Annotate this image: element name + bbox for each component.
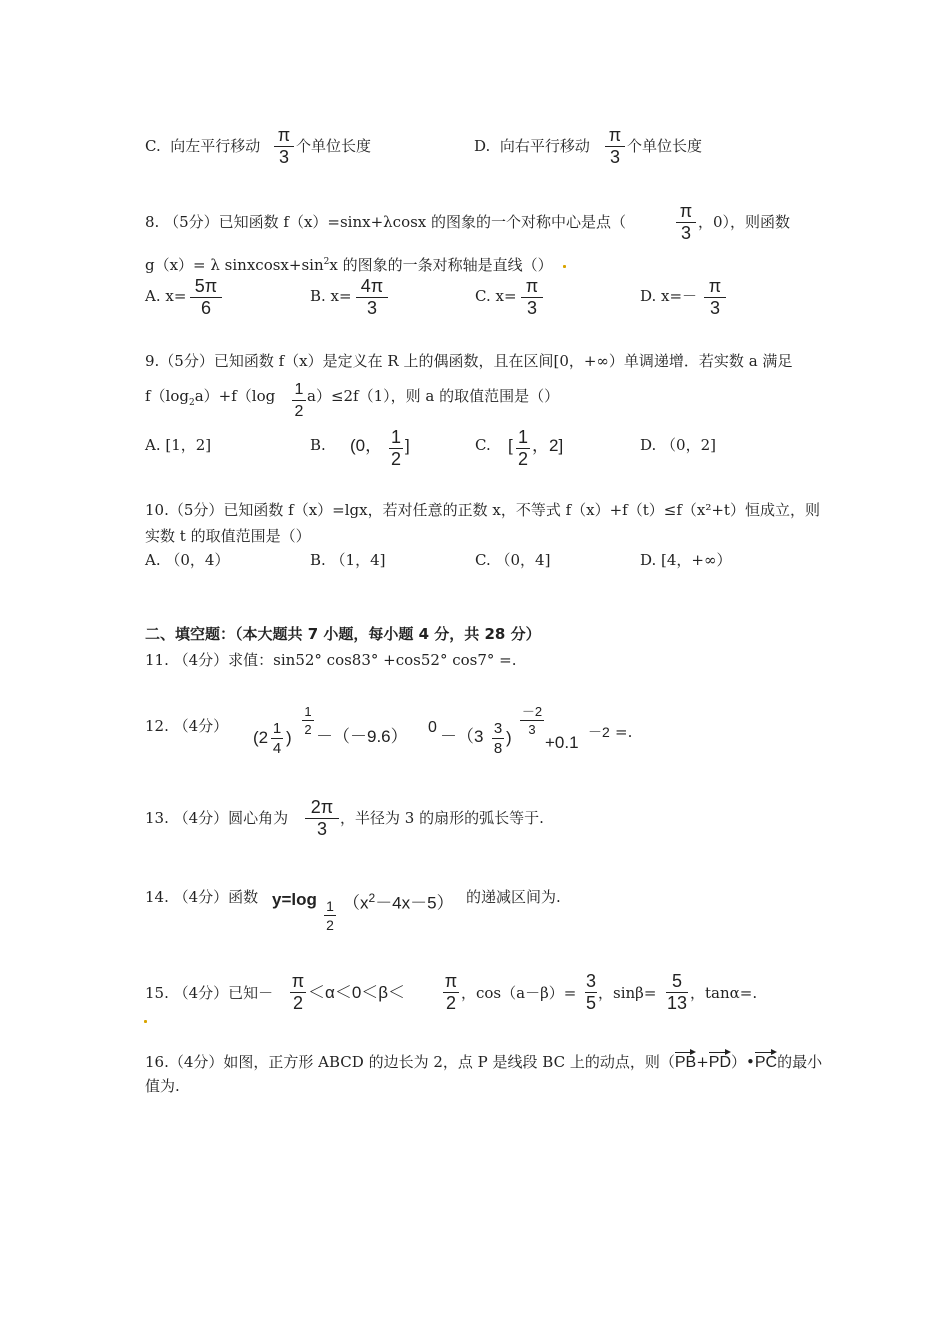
- vector-pd: PD: [709, 1049, 731, 1073]
- q8-line1: 8. （5分）已知函数 f（x）=sinx+λcosx 的图象的一个对称中心是点（: [145, 213, 627, 231]
- q8-line1-end: ，0），则函数: [698, 213, 791, 231]
- q9-line1: 9.（5分）已知函数 f（x）是定义在 R 上的偶函数，且在区间[0，+∞）单调递增．若实数 a 满足: [145, 352, 793, 370]
- q12-end: =.: [615, 723, 633, 741]
- q8-a-fraction: 5π 6: [190, 277, 222, 318]
- q14-arg: $(x^2-4x-5)$: [343, 891, 454, 913]
- q8-d-fraction: π 3: [704, 277, 726, 318]
- q10-option-d: D. [4，+∞）: [640, 551, 732, 569]
- q9-option-a: A. [1，2]: [145, 436, 212, 454]
- q15-tan: ，tanα=.: [690, 984, 758, 1002]
- q8-line2: g（x）= λ $sinxcosx+\sin^2x$ 的图象的一条对称轴是直线（）: [145, 256, 553, 274]
- q7-option-c-post: 个单位长度: [296, 137, 372, 155]
- q12-exp2: 0: [428, 719, 437, 736]
- q12-term1-close: ): [286, 728, 292, 747]
- q10-line2: 实数 t 的取值范围是（）: [145, 527, 311, 545]
- q9-line2-end: a）≤2f（1），则 a 的取值范围是（）: [307, 387, 560, 405]
- q12-term2: －（－9.6）: [316, 727, 408, 746]
- q8-option-b: B. x=: [310, 287, 352, 305]
- vector-pb: PB: [675, 1049, 696, 1073]
- q7-option-d-post: 个单位长度: [627, 137, 703, 155]
- q12-term1: (2: [253, 728, 269, 747]
- q12-term1-fraction: 1 4: [272, 720, 282, 757]
- q9-c-fraction: 1 2: [517, 427, 528, 469]
- q13-pre: 13. （4分）圆心角为: [145, 809, 289, 827]
- q7-option-c: C. 向左平行移动: [145, 137, 261, 155]
- q15-pre: 15. （4分）已知－: [145, 984, 274, 1002]
- q10-option-c: C. （0，4]: [475, 551, 551, 569]
- q7-d-fraction: π 3: [605, 126, 625, 167]
- q15-mark: [144, 1020, 147, 1023]
- q11: 11. （4分）求值：sin52° cos83° +cos52° cos7° =.: [145, 651, 517, 669]
- q9-b-open: (0，: [350, 436, 383, 455]
- q12-term3-close: ): [506, 728, 512, 747]
- q9-b-fraction: 1 2: [390, 427, 401, 469]
- q14-post: 的递减区间为.: [466, 888, 561, 906]
- q8-option-a: A. x=: [145, 287, 187, 305]
- q13-post: ，半径为 3 的扇形的弧长等于.: [340, 809, 544, 827]
- q12-exp4: －2: [588, 724, 610, 740]
- q15-f2: π 2: [444, 971, 458, 1013]
- q14-pre: 14. （4分）函数: [145, 888, 259, 906]
- q7-option-d: D. 向右平行移动: [474, 137, 590, 155]
- q7-c-fraction: π 3: [274, 126, 294, 167]
- q9-b-close: ]: [405, 436, 410, 455]
- q15-mid: ＜α＜0＜β＜: [308, 983, 406, 1002]
- q8-center-fraction: π 3: [676, 202, 696, 243]
- q15-f4: 5 13: [666, 971, 688, 1013]
- q13-fraction: 2π 3: [305, 798, 339, 839]
- section-title-fill-in: 二、填空题：（本大题共 7 小题，每小题 4 分，共 28 分）: [145, 625, 541, 643]
- q15-f3: 3 5: [585, 971, 596, 1013]
- q9-c-open: [: [508, 436, 513, 455]
- q9-option-c: C.: [475, 436, 491, 454]
- q8-b-fraction: 4π 3: [356, 277, 388, 318]
- q12-label: 12. （4分）: [145, 717, 229, 735]
- q9-log-base: 1 2: [292, 380, 306, 421]
- vector-pc: PC: [755, 1049, 777, 1073]
- q12-exp1: 1 2: [302, 704, 314, 737]
- q14-log-base: 1 2: [324, 898, 336, 933]
- q16-line2: 值为.: [145, 1077, 180, 1095]
- q9-line2: $f(\log_2a)+f(\log$: [145, 387, 276, 408]
- q15-f1: π 2: [291, 971, 305, 1013]
- q10-option-b: B. （1，4]: [310, 551, 386, 569]
- q14-func: y=log: [272, 890, 317, 909]
- q9-c-close: ，2]: [532, 436, 564, 455]
- q12-exp3: －2 3: [521, 704, 543, 737]
- q12-term3: －（3: [440, 727, 484, 746]
- q16-line1: 16.（4分）如图，正方形 ABCD 的边长为 2，点 P 是线段 BC 上的动点，则（PB+PD）•PC的最小: [145, 1049, 822, 1073]
- q12-term4: +0.1: [545, 733, 579, 752]
- q9-option-d: D. （0，2]: [640, 436, 716, 454]
- q10-option-a: A. （0，4）: [145, 551, 230, 569]
- q8-c-fraction: π 3: [521, 277, 543, 318]
- q10-line1: 10.（5分）已知函数 f（x）=lgx，若对任意的正数 x，不等式 f（x）+f（t）≤f（x²+t）恒成立，则: [145, 501, 820, 519]
- q15-cos: ，cos（a－β）=: [461, 984, 577, 1002]
- q8-option-c: C. x=: [475, 287, 517, 305]
- q8-mark: [563, 265, 566, 268]
- q15-sin: ，sinβ=: [598, 984, 657, 1002]
- q8-option-d: D. x=－: [640, 287, 698, 305]
- q12-term3-fraction: 3 8: [493, 720, 503, 757]
- q9-option-b: B.: [310, 436, 326, 454]
